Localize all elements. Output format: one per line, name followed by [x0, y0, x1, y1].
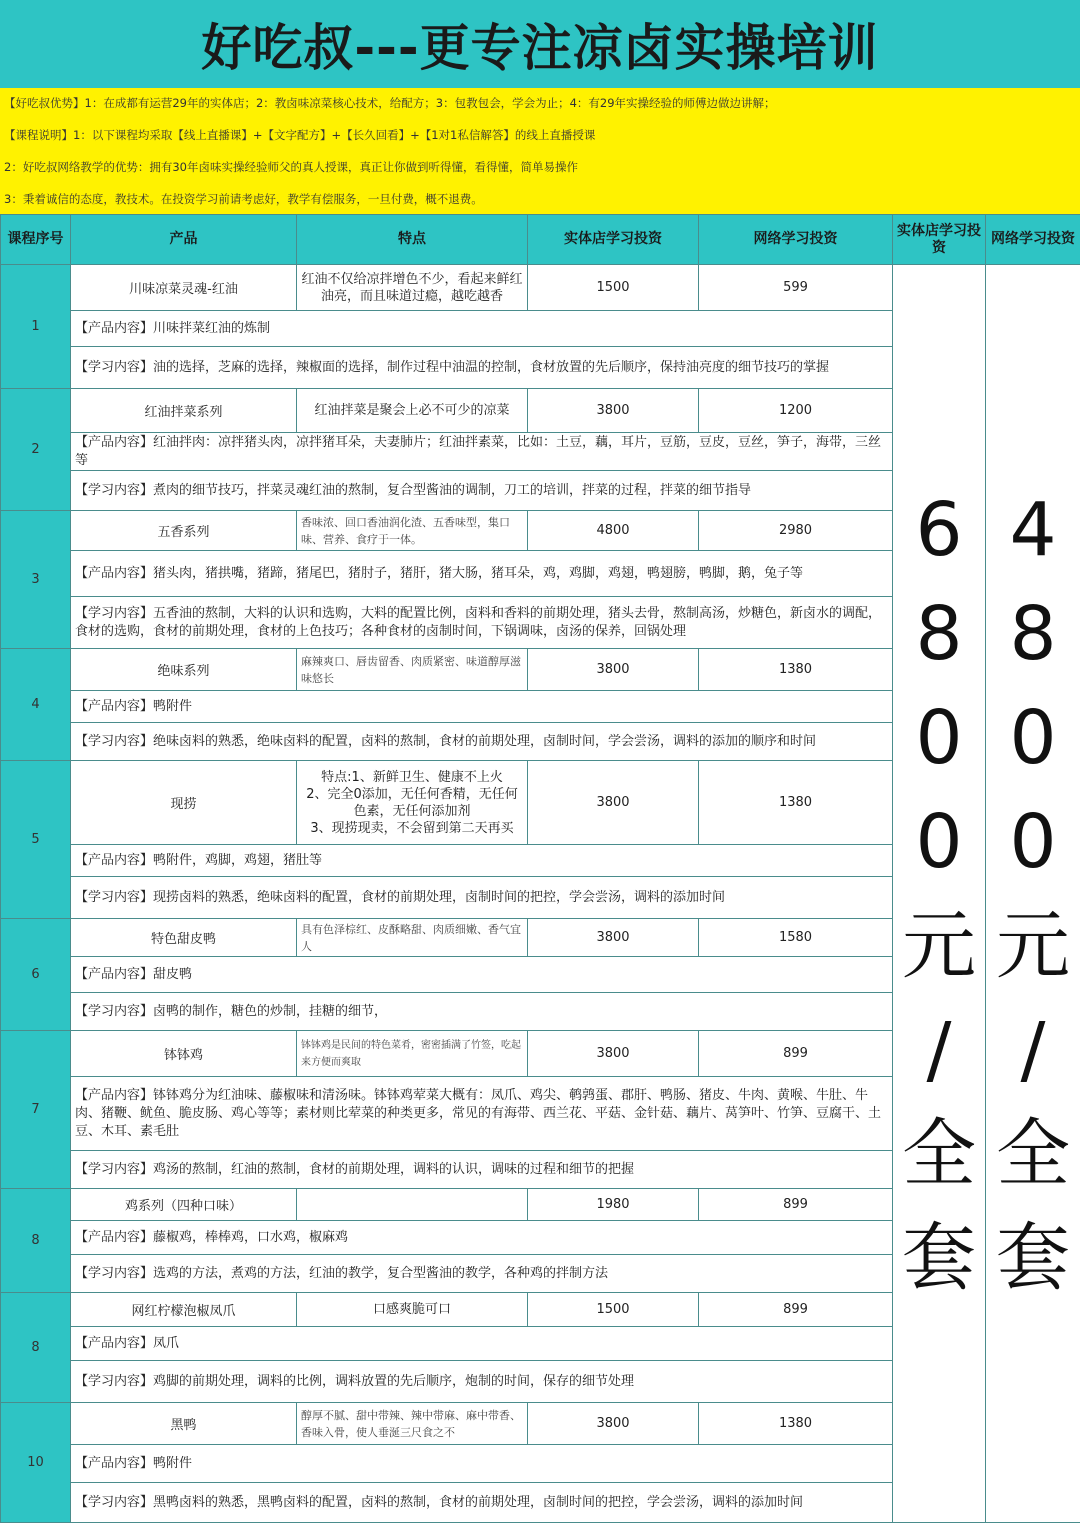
course-store-price: 3800: [528, 1403, 699, 1445]
course-seq: 2: [1, 389, 71, 511]
course-seq: 8: [1, 1293, 71, 1403]
online-total-char: /: [1020, 1006, 1046, 1093]
course-product: 特色甜皮鸭: [71, 919, 297, 957]
course-study: 【学习内容】鸡脚的前期处理，调料的比例，调料放置的先后顺序，炮制的时间，保存的细节处理: [71, 1361, 893, 1403]
course-store-price: 1500: [528, 265, 699, 311]
course-store-price: 3800: [528, 649, 699, 691]
course-table: [0, 214, 1080, 1523]
course-product: 黑鸭: [71, 1403, 297, 1445]
course-product: 网红柠檬泡椒凤爪: [71, 1293, 297, 1327]
course-product: 钵钵鸡: [71, 1031, 297, 1077]
course-content: 【产品内容】川味拌菜红油的炼制: [71, 311, 893, 347]
course-feature: 具有色泽棕红、皮酥略甜、肉质细嫩、香气宜人: [297, 919, 528, 957]
course-content: 【产品内容】红油拌肉：凉拌猪头肉，凉拌猪耳朵，夫妻肺片；红油拌素菜，比如：土豆，藕，耳片，豆筋，豆皮，豆丝，笋子，海带，三丝等: [71, 433, 893, 471]
course-seq: 3: [1, 511, 71, 649]
header-online-total: 网络学习投资: [986, 215, 1080, 265]
course-seq: 6: [1, 919, 71, 1031]
course-study: 【学习内容】鸡汤的熬制，红油的熬制，食材的前期处理，调料的认识，调味的过程和细节的把握: [71, 1151, 893, 1189]
header-feature: 特点: [297, 215, 528, 265]
store-total-char: 套: [902, 1214, 976, 1301]
course-study: 【学习内容】煮肉的细节技巧，拌菜灵魂红油的熬制，复合型酱油的调制，刀工的培训，拌菜的过程，拌菜的细节指导: [71, 471, 893, 511]
course-seq: 7: [1, 1031, 71, 1189]
store-total-char: 6: [915, 486, 963, 573]
online-total-char: 0: [1009, 694, 1057, 781]
course-feature: 醇厚不腻、甜中带辣、辣中带麻、麻中带香、香味入骨，使人垂涎三尺食之不: [297, 1403, 528, 1445]
course-seq: 1: [1, 265, 71, 389]
course-product: 现捞: [71, 761, 297, 845]
store-total-char: /: [926, 1006, 952, 1093]
course-feature: 钵钵鸡是民间的特色菜肴，密密插满了竹签，吃起来方便而爽取: [297, 1031, 528, 1077]
course-store-price: 1500: [528, 1293, 699, 1327]
page-title: 好吃叔---更专注凉卤实操培训: [0, 0, 1080, 88]
course-study: 【学习内容】选鸡的方法，煮鸡的方法，红油的教学，复合型酱油的教学，各种鸡的拌制方法: [71, 1255, 893, 1293]
course-online-price: 899: [699, 1031, 893, 1077]
course-online-price: 899: [699, 1189, 893, 1221]
course-row: [1, 265, 1080, 311]
header-store-total: 实体店学习投资: [893, 215, 986, 265]
course-seq: 8: [1, 1189, 71, 1293]
header-row: [1, 215, 1080, 265]
store-total-char: 元: [902, 902, 976, 989]
header-product: 产品: [71, 215, 297, 265]
course-content: 【产品内容】凤爪: [71, 1327, 893, 1361]
course-online-price: 1380: [699, 761, 893, 845]
course-feature: [297, 1189, 528, 1221]
course-online-price: 899: [699, 1293, 893, 1327]
course-online-price: 599: [699, 265, 893, 311]
course-product: 五香系列: [71, 511, 297, 551]
course-online-price: 1380: [699, 649, 893, 691]
store-total-char: 全: [902, 1110, 976, 1197]
store-total-char: 0: [915, 798, 963, 885]
course-online-price: 2980: [699, 511, 893, 551]
store-total-char: 0: [915, 694, 963, 781]
notice-line: 3：秉着诚信的态度，教技术。在投资学习前请考虑好，教学有偿服务，一旦付费，概不退费。: [4, 192, 483, 206]
online-total-char: 元: [996, 902, 1070, 989]
course-store-price: 1980: [528, 1189, 699, 1221]
course-study: 【学习内容】五香油的熬制，大料的认识和选购，大料的配置比例，卤料和香料的前期处理，猪头去骨，熬制高汤，炒糖色，新卤水的调配，食材的选购，食材的前期处理，食材的上色技巧；各种食材的卤制时间，下锅调味，卤汤的保养，回锅处理: [71, 597, 893, 649]
course-seq: 5: [1, 761, 71, 919]
course-study: 【学习内容】油的选择，芝麻的选择，辣椒面的选择，制作过程中油温的控制，食材放置的先后顺序，保持油亮度的细节技巧的掌握: [71, 347, 893, 389]
course-feature: 口感爽脆可口: [297, 1293, 528, 1327]
online-total-char: 8: [1009, 590, 1057, 677]
course-feature: 红油不仅给凉拌增色不少，看起来鲜红油亮，而且味道过瘾，越吃越香: [297, 265, 528, 311]
course-feature: 红油拌菜是聚会上必不可少的凉菜: [297, 389, 528, 433]
course-product: 川味凉菜灵魂-红油: [71, 265, 297, 311]
online-total-char: 全: [996, 1110, 1070, 1197]
notice-line: 【课程说明】1：以下课程均采取【线上直播课】+【文字配方】+【长久回看】+【1对1私信解答】的线上直播授课: [4, 128, 596, 142]
store-total: [893, 265, 986, 1523]
notice-line: 【好吃叔优势】1：在成都有运营29年的实体店；2：教卤味凉菜核心技术，给配方；3：包教包会，学会为止；4：有29年实操经验的师傅边做边讲解；: [4, 96, 776, 110]
course-store-price: 3800: [528, 1031, 699, 1077]
course-store-price: 3800: [528, 389, 699, 433]
online-total: [986, 265, 1080, 1523]
course-store-price: 3800: [528, 919, 699, 957]
course-content: 【产品内容】钵钵鸡分为红油味、藤椒味和清汤味。钵钵鸡荤菜大概有：凤爪、鸡尖、鹌鹑蛋、郡肝、鸭肠、猪皮、牛肉、黄喉、牛肚、牛肉、猪鞭、鱿鱼、脆皮肠、鸡心等等；素材则比荤菜的种类更多，常见的有海带、西兰花、平菇、金针菇、藕片、莴笋叶、竹笋、豆腐干、土豆、木耳、素毛肚: [71, 1077, 893, 1151]
notice-line: 2：好吃叔网络教学的优势：拥有30年卤味实操经验师父的真人授课，真正让你做到听得懂，看得懂，简单易操作: [4, 160, 578, 174]
course-content: 【产品内容】鸭附件，鸡脚，鸡翅，猪肚等: [71, 845, 893, 877]
online-total-char: 4: [1009, 486, 1057, 573]
course-online-price: 1380: [699, 1403, 893, 1445]
header-online-price: 网络学习投资: [699, 215, 893, 265]
course-store-price: 4800: [528, 511, 699, 551]
course-store-price: 3800: [528, 761, 699, 845]
course-study: 【学习内容】黑鸭卤料的熟悉，黑鸭卤料的配置，卤料的熬制，食材的前期处理，卤制时间的把控，学会尝汤，调料的添加时间: [71, 1483, 893, 1523]
course-study: 【学习内容】绝味卤料的熟悉，绝味卤料的配置，卤料的熬制，食材的前期处理，卤制时间，学会尝汤，调料的添加的顺序和时间: [71, 723, 893, 761]
course-product: 红油拌菜系列: [71, 389, 297, 433]
course-feature: 特点:1、新鲜卫生、健康不上火 2、完全0添加，无任何香精，无任何色素，无任何添加剂 3、现捞现卖，不会留到第二天再买: [297, 761, 528, 845]
header-store-price: 实体店学习投资: [528, 215, 699, 265]
store-total-char: 8: [915, 590, 963, 677]
course-product: 绝味系列: [71, 649, 297, 691]
course-study: 【学习内容】现捞卤料的熟悉，绝味卤料的配置，食材的前期处理，卤制时间的把控，学会尝汤，调料的添加时间: [71, 877, 893, 919]
course-content: 【产品内容】鸭附件: [71, 1445, 893, 1483]
header-seq: 课程序号: [1, 215, 71, 265]
course-content: 【产品内容】甜皮鸭: [71, 957, 893, 993]
course-product: 鸡系列（四种口味）: [71, 1189, 297, 1221]
course-content: 【产品内容】猪头肉，猪拱嘴，猪蹄，猪尾巴，猪肘子，猪肝，猪大肠，猪耳朵，鸡，鸡脚，鸡翅，鸭翅膀，鸭脚，鹅，兔子等: [71, 551, 893, 597]
course-content: 【产品内容】鸭附件: [71, 691, 893, 723]
course-seq: 10: [1, 1403, 71, 1523]
course-online-price: 1580: [699, 919, 893, 957]
course-content: 【产品内容】藤椒鸡，棒棒鸡，口水鸡，椒麻鸡: [71, 1221, 893, 1255]
course-online-price: 1200: [699, 389, 893, 433]
online-total-char: 套: [996, 1214, 1070, 1301]
notice-banner: [0, 88, 1080, 214]
course-seq: 4: [1, 649, 71, 761]
course-feature: 香味浓、回口香油润化渣、五香味型，集口味、营养、食疗于一体。: [297, 511, 528, 551]
online-total-char: 0: [1009, 798, 1057, 885]
course-feature: 麻辣爽口、唇齿留香、肉质紧密、味道醇厚滋味悠长: [297, 649, 528, 691]
course-study: 【学习内容】卤鸭的制作，糖色的炒制，挂糖的细节，: [71, 993, 893, 1031]
